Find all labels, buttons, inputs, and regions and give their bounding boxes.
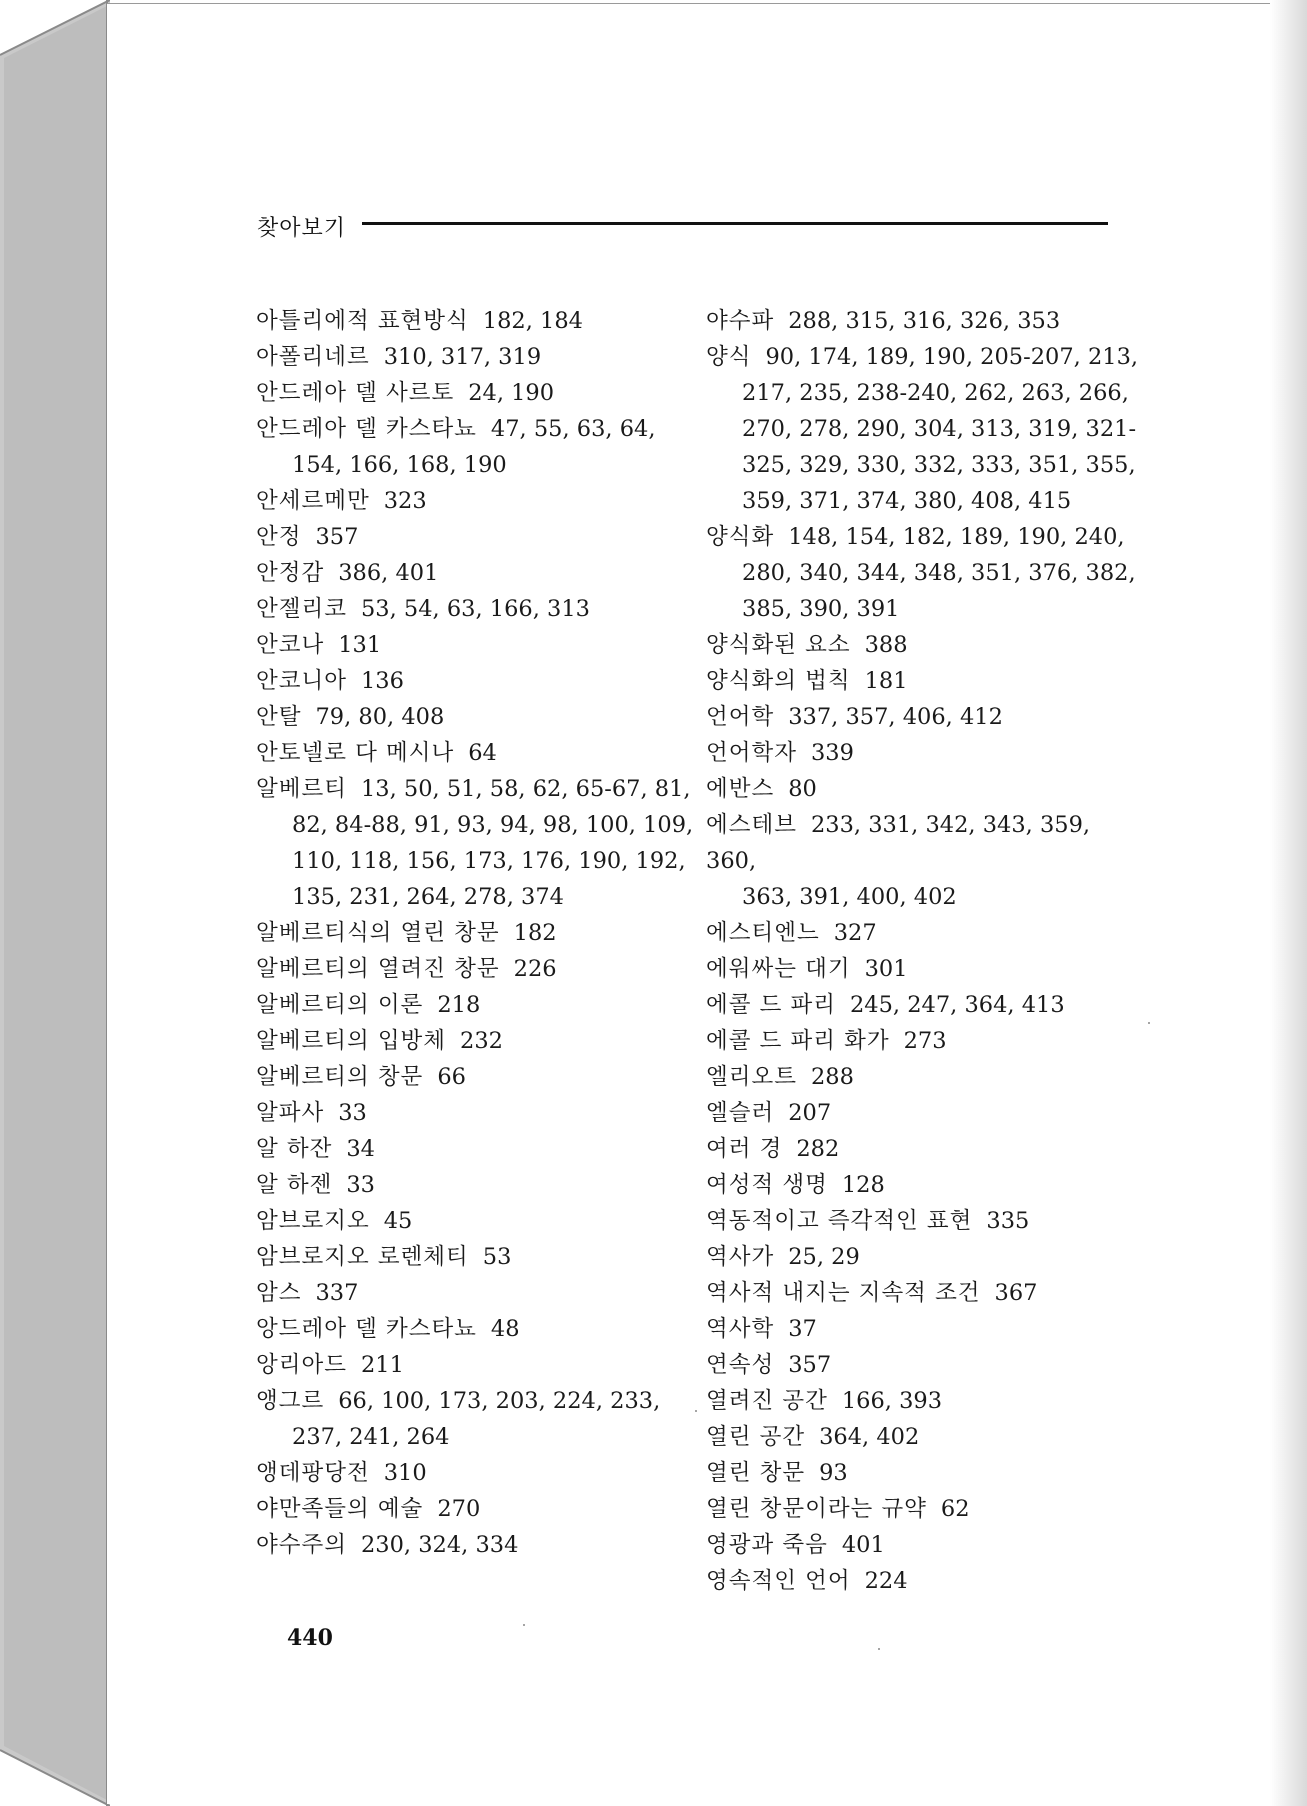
index-page-refs: 131 bbox=[338, 632, 382, 658]
index-term: 안코나 bbox=[256, 632, 325, 658]
index-page-refs: 364, 402 bbox=[819, 1424, 920, 1450]
index-entry bbox=[706, 1527, 1146, 1563]
header-rule bbox=[362, 222, 1108, 225]
index-page-refs-continued: 280, 340, 344, 348, 351, 376, 382, bbox=[742, 560, 1136, 586]
index-entry bbox=[256, 1131, 696, 1167]
index-term: 알베르티의 이론 bbox=[256, 992, 424, 1018]
index-title: 찾아보기 bbox=[257, 216, 347, 241]
index-entry bbox=[256, 771, 696, 915]
index-entry bbox=[256, 699, 696, 735]
index-page-refs: 288, 315, 316, 326, 353 bbox=[788, 308, 1061, 334]
index-page-refs: 45 bbox=[383, 1208, 413, 1234]
index-term: 암스 bbox=[256, 1280, 302, 1306]
index-term: 영광과 죽음 bbox=[706, 1532, 828, 1558]
index-entry bbox=[256, 663, 696, 699]
index-entry bbox=[706, 1131, 1146, 1167]
index-page-refs-continued: 385, 390, 391 bbox=[742, 596, 900, 622]
index-term: 알 하젠 bbox=[256, 1172, 333, 1198]
index-term: 에콜 드 파리 bbox=[706, 992, 836, 1018]
index-header bbox=[257, 212, 1107, 252]
index-page-refs-continued: 270, 278, 290, 304, 313, 319, 321- bbox=[742, 416, 1137, 442]
index-term: 에워싸는 대기 bbox=[706, 956, 851, 982]
index-entry bbox=[706, 1059, 1146, 1095]
index-term: 열린 창문이라는 규약 bbox=[706, 1496, 927, 1522]
index-page-refs: 136 bbox=[360, 668, 404, 694]
index-entry bbox=[256, 987, 696, 1023]
index-term: 알베르티의 열려진 창문 bbox=[256, 956, 500, 982]
index-term: 암브로지오 로렌체티 bbox=[256, 1244, 469, 1270]
index-entry bbox=[706, 771, 1146, 807]
index-page-refs: 211 bbox=[360, 1352, 404, 1378]
index-page-refs: 33 bbox=[346, 1172, 375, 1198]
index-term: 앙리아드 bbox=[256, 1352, 347, 1378]
index-entry bbox=[706, 627, 1146, 663]
index-term: 여러 경 bbox=[706, 1136, 783, 1162]
index-page-refs: 218 bbox=[437, 992, 481, 1018]
index-term: 안정감 bbox=[256, 560, 325, 586]
index-entry bbox=[256, 1347, 696, 1383]
index-entry bbox=[706, 987, 1146, 1023]
index-page-refs-continued: 325, 329, 330, 332, 333, 351, 355, bbox=[742, 452, 1136, 478]
index-term: 안세르메만 bbox=[256, 488, 370, 514]
index-term: 안탈 bbox=[256, 704, 302, 730]
index-entry bbox=[706, 1167, 1146, 1203]
index-page-refs: 310 bbox=[383, 1460, 427, 1486]
index-entry bbox=[256, 1167, 696, 1203]
index-entry bbox=[706, 1491, 1146, 1527]
index-entry bbox=[256, 1455, 696, 1491]
index-entry bbox=[706, 663, 1146, 699]
index-term: 에콜 드 파리 화가 bbox=[706, 1028, 890, 1054]
index-term: 양식 bbox=[706, 344, 752, 370]
index-term: 알 하잔 bbox=[256, 1136, 333, 1162]
index-term: 열려진 공간 bbox=[706, 1388, 828, 1414]
index-page-refs: 288 bbox=[810, 1064, 854, 1090]
index-entry bbox=[706, 1023, 1146, 1059]
index-entry bbox=[706, 1383, 1146, 1419]
index-page-refs-continued: 363, 391, 400, 402 bbox=[742, 884, 957, 910]
index-page-refs: 323 bbox=[383, 488, 427, 514]
index-term: 야수파 bbox=[706, 308, 775, 334]
index-term: 안토넬로 다 메시나 bbox=[256, 740, 455, 766]
index-term: 에스티엔느 bbox=[706, 920, 820, 946]
index-term: 안젤리코 bbox=[256, 596, 347, 622]
index-entry bbox=[256, 915, 696, 951]
index-term: 에스테브 bbox=[706, 812, 797, 838]
index-term: 에반스 bbox=[706, 776, 775, 802]
index-page-refs: 337 bbox=[315, 1280, 359, 1306]
index-entry bbox=[256, 1203, 696, 1239]
index-term: 역사가 bbox=[706, 1244, 775, 1270]
scan-speck bbox=[878, 1648, 880, 1650]
index-term: 엘리오트 bbox=[706, 1064, 797, 1090]
index-term: 알파사 bbox=[256, 1100, 325, 1126]
index-entry bbox=[706, 1455, 1146, 1491]
index-page-refs: 62 bbox=[940, 1496, 970, 1522]
index-term: 열린 창문 bbox=[706, 1460, 806, 1486]
index-entry bbox=[256, 627, 696, 663]
index-page-refs-continued: 154, 166, 168, 190 bbox=[292, 452, 507, 478]
index-page-refs: 226 bbox=[513, 956, 557, 982]
index-entry bbox=[706, 1419, 1146, 1455]
index-entry bbox=[706, 1347, 1146, 1383]
index-page-refs-continued: 359, 371, 374, 380, 408, 415 bbox=[742, 488, 1072, 514]
index-term: 양식화 bbox=[706, 524, 775, 550]
index-page-refs: 13, 50, 51, 58, 62, 65-67, 81, bbox=[360, 776, 691, 802]
index-page-refs: 166, 393 bbox=[841, 1388, 943, 1414]
index-entry bbox=[706, 1563, 1146, 1599]
index-term: 암브로지오 bbox=[256, 1208, 370, 1234]
index-page-refs: 24, 190 bbox=[468, 380, 555, 406]
index-page-refs: 148, 154, 182, 189, 190, 240, bbox=[788, 524, 1125, 550]
index-column-right bbox=[706, 303, 1146, 1599]
index-term: 영속적인 언어 bbox=[706, 1568, 851, 1594]
index-term: 역사적 내지는 지속적 조건 bbox=[706, 1280, 981, 1306]
index-term: 앵데팡당전 bbox=[256, 1460, 370, 1486]
index-term: 역사학 bbox=[706, 1316, 775, 1342]
index-term: 알베르티 bbox=[256, 776, 347, 802]
index-term: 언어학자 bbox=[706, 740, 797, 766]
index-page-refs: 273 bbox=[903, 1028, 947, 1054]
index-page-refs: 386, 401 bbox=[338, 560, 439, 586]
index-entry bbox=[256, 735, 696, 771]
index-entry bbox=[706, 519, 1146, 627]
index-page-refs: 182 bbox=[513, 920, 557, 946]
index-term: 양식화된 요소 bbox=[706, 632, 851, 658]
book-spine bbox=[0, 0, 110, 1806]
index-entry bbox=[256, 1059, 696, 1095]
index-term: 언어학 bbox=[706, 704, 775, 730]
index-entry bbox=[256, 375, 696, 411]
index-column-left bbox=[256, 303, 696, 1563]
index-page-refs: 301 bbox=[864, 956, 908, 982]
index-page-refs: 224 bbox=[864, 1568, 908, 1594]
index-entry bbox=[256, 1275, 696, 1311]
index-page-refs: 47, 55, 63, 64, bbox=[490, 416, 656, 442]
index-entry bbox=[706, 951, 1146, 987]
index-page-refs: 79, 80, 408 bbox=[315, 704, 445, 730]
index-page-refs-continued: 82, 84-88, 91, 93, 94, 98, 100, 109, bbox=[292, 812, 694, 838]
index-term: 연속성 bbox=[706, 1352, 775, 1378]
index-term: 알베르티의 창문 bbox=[256, 1064, 424, 1090]
index-entry bbox=[256, 1311, 696, 1347]
index-term: 양식화의 법칙 bbox=[706, 668, 851, 694]
index-page-refs: 282 bbox=[796, 1136, 840, 1162]
index-page-refs: 367 bbox=[994, 1280, 1038, 1306]
index-page-refs: 207 bbox=[788, 1100, 832, 1126]
index-page-refs: 232 bbox=[460, 1028, 503, 1054]
index-page-refs: 310, 317, 319 bbox=[383, 344, 542, 370]
index-page-refs: 64 bbox=[468, 740, 497, 766]
page-edge-shadow bbox=[1270, 0, 1307, 1806]
index-term: 야만족들의 예술 bbox=[256, 1496, 424, 1522]
index-page-refs: 401 bbox=[841, 1532, 885, 1558]
index-entry bbox=[706, 1239, 1146, 1275]
index-entry bbox=[256, 1239, 696, 1275]
index-term: 알베르티식의 열린 창문 bbox=[256, 920, 500, 946]
index-entry bbox=[256, 591, 696, 627]
index-entry bbox=[256, 411, 696, 483]
index-entry bbox=[256, 555, 696, 591]
scan-speck bbox=[523, 1624, 525, 1626]
index-entry bbox=[706, 339, 1146, 519]
index-page-refs: 357 bbox=[788, 1352, 832, 1378]
index-page-refs: 337, 357, 406, 412 bbox=[788, 704, 1003, 730]
index-entry bbox=[256, 1383, 696, 1455]
index-entry bbox=[706, 1275, 1146, 1311]
index-entry bbox=[706, 1095, 1146, 1131]
index-entry bbox=[706, 735, 1146, 771]
index-term: 엘슬러 bbox=[706, 1100, 775, 1126]
index-page-refs: 270 bbox=[437, 1496, 481, 1522]
index-term: 안드레아 델 사르토 bbox=[256, 380, 455, 406]
index-term: 앙드레아 델 카스타뇨 bbox=[256, 1316, 477, 1342]
index-page-refs: 53, 54, 63, 166, 313 bbox=[360, 596, 590, 622]
index-page-refs-continued: 135, 231, 264, 278, 374 bbox=[292, 884, 564, 910]
index-page-refs: 230, 324, 334 bbox=[360, 1532, 519, 1558]
index-page-refs: 53 bbox=[482, 1244, 512, 1270]
index-page-refs: 181 bbox=[864, 668, 908, 694]
index-page-refs: 357 bbox=[315, 524, 359, 550]
index-term: 역동적이고 즉각적인 표현 bbox=[706, 1208, 973, 1234]
index-page-refs: 66, 100, 173, 203, 224, 233, bbox=[338, 1388, 661, 1414]
index-page-refs: 80 bbox=[788, 776, 817, 802]
index-term: 아틀리에적 표현방식 bbox=[256, 308, 469, 334]
index-entry bbox=[706, 303, 1146, 339]
index-term: 안드레아 델 카스타뇨 bbox=[256, 416, 477, 442]
index-entry bbox=[256, 1527, 696, 1563]
index-term: 여성적 생명 bbox=[706, 1172, 828, 1198]
index-entry bbox=[706, 699, 1146, 735]
index-entry bbox=[256, 519, 696, 555]
index-entry bbox=[706, 1311, 1146, 1347]
index-entry bbox=[256, 1095, 696, 1131]
index-page-refs: 327 bbox=[833, 920, 877, 946]
index-entry bbox=[256, 951, 696, 987]
index-term: 알베르티의 입방체 bbox=[256, 1028, 447, 1054]
index-page-refs: 388 bbox=[864, 632, 908, 658]
index-page-refs-continued: 237, 241, 264 bbox=[292, 1424, 450, 1450]
index-entry bbox=[256, 303, 696, 339]
index-page-refs-continued: 217, 235, 238-240, 262, 263, 266, bbox=[742, 380, 1129, 406]
index-page-refs: 66 bbox=[437, 1064, 466, 1090]
index-term: 안정 bbox=[256, 524, 302, 550]
index-term: 앵그르 bbox=[256, 1388, 325, 1414]
index-page-refs: 339 bbox=[810, 740, 854, 766]
index-entry bbox=[256, 1491, 696, 1527]
index-entry bbox=[256, 1023, 696, 1059]
index-page-refs: 245, 247, 364, 413 bbox=[849, 992, 1065, 1018]
index-entry bbox=[706, 807, 1146, 915]
index-entry bbox=[706, 915, 1146, 951]
index-term: 아폴리네르 bbox=[256, 344, 370, 370]
index-page-refs-continued: 110, 118, 156, 173, 176, 190, 192, bbox=[292, 848, 686, 874]
index-page-refs: 233, 331, 342, 343, 359, 360, bbox=[706, 812, 1091, 874]
index-term: 야수주의 bbox=[256, 1532, 347, 1558]
index-page-refs: 128 bbox=[841, 1172, 885, 1198]
index-entry bbox=[256, 483, 696, 519]
index-page-refs: 37 bbox=[788, 1316, 817, 1342]
index-page-refs: 93 bbox=[819, 1460, 848, 1486]
index-page-refs: 182, 184 bbox=[482, 308, 583, 334]
index-page-refs: 34 bbox=[346, 1136, 375, 1162]
index-page-refs: 48 bbox=[490, 1316, 520, 1342]
scan-speck bbox=[695, 1410, 697, 1412]
index-entry bbox=[256, 339, 696, 375]
index-page-refs: 33 bbox=[338, 1100, 367, 1126]
index-term: 열린 공간 bbox=[706, 1424, 806, 1450]
scan-speck bbox=[1148, 1022, 1150, 1024]
index-entry bbox=[706, 1203, 1146, 1239]
index-page-refs: 90, 174, 189, 190, 205-207, 213, bbox=[765, 344, 1139, 370]
page-number: 440 bbox=[287, 1625, 333, 1651]
index-page-refs: 25, 29 bbox=[788, 1244, 860, 1270]
index-page-refs: 335 bbox=[986, 1208, 1030, 1234]
index-term: 안코니아 bbox=[256, 668, 347, 694]
